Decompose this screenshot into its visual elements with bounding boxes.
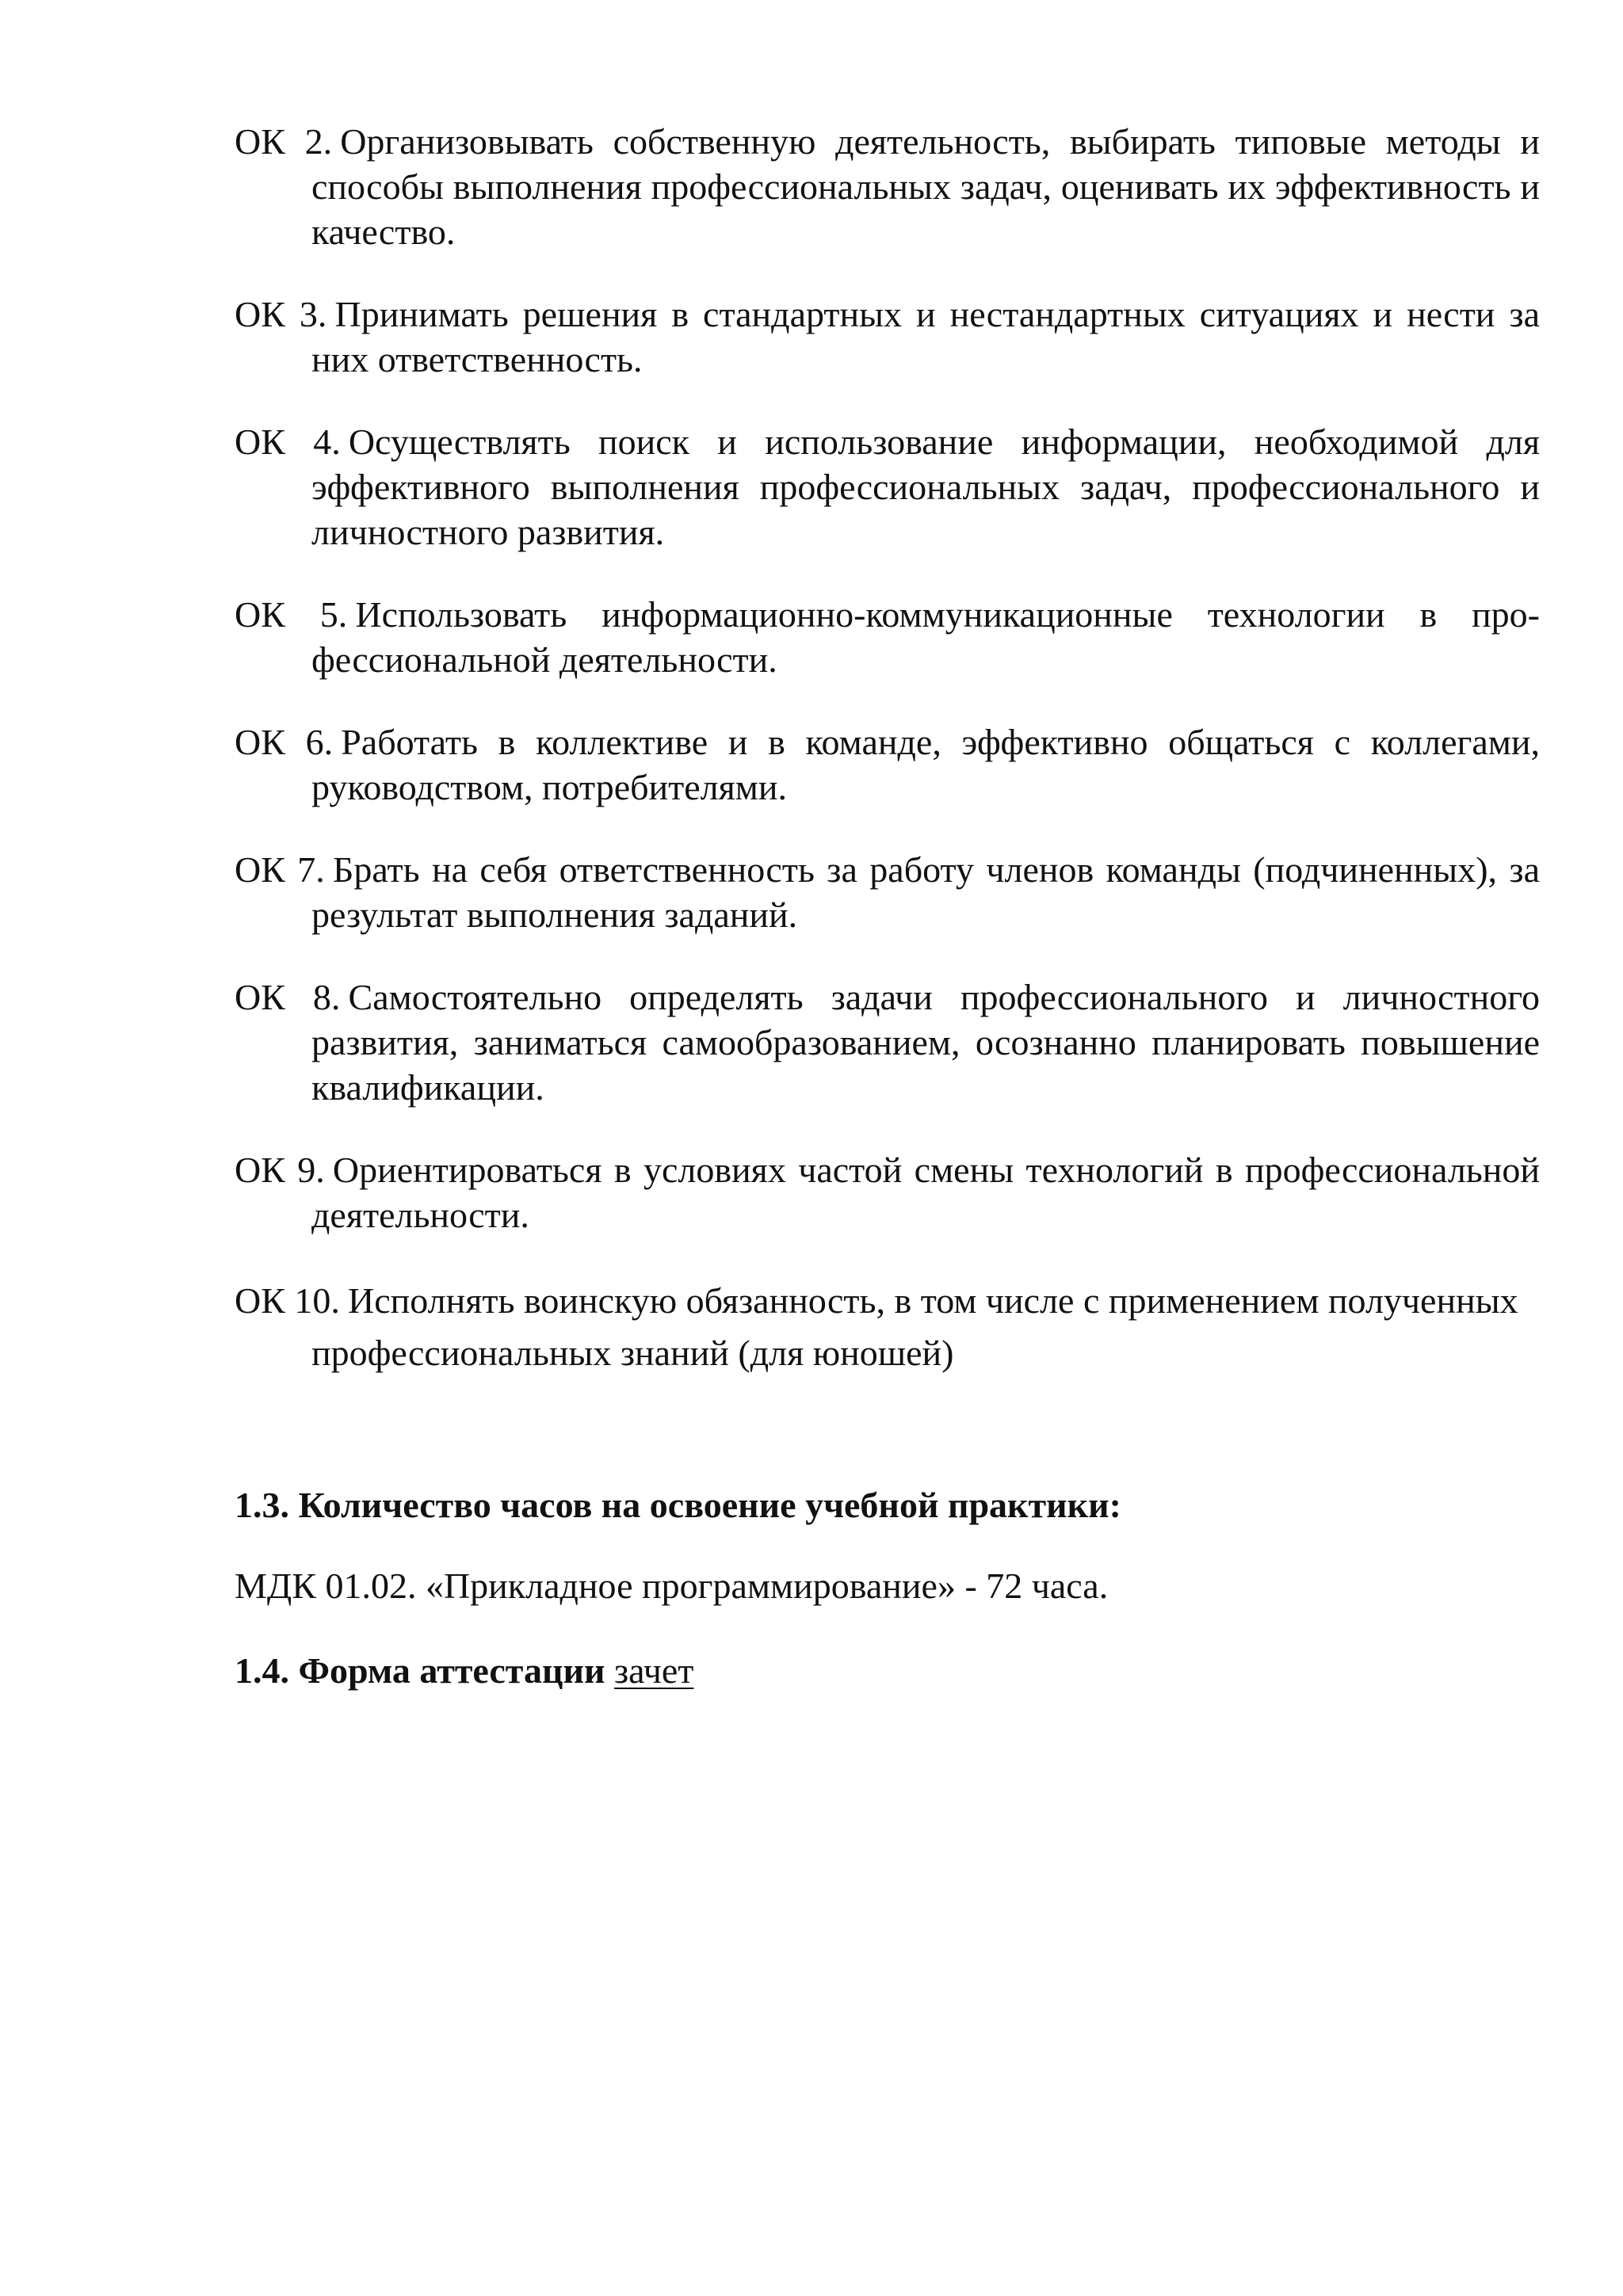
competency-text: Брать на себя ответственность за работу членов команды (подчиненных), за результат выполнения заданий. [311,849,1540,935]
competency-ok-4 [235,419,1540,555]
competency-text: Использовать информационно-коммуникационные технологии в профессиональной деятельности. [311,594,1540,680]
competency-text: Организовывать собственную деятельность, выбирать типовые методы и способы выполнения профессиональных задач, оценивать их эффективность и качество. [311,121,1540,252]
attestation-value: зачет [613,1650,694,1691]
competency-code: ОК 3. [235,294,327,334]
competency-text: Принимать решения в стандартных и нестандартных ситуациях и нести за них ответственность. [311,294,1540,379]
competency-ok-10 [235,1275,1540,1379]
competency-code: ОК 9. [235,1150,325,1190]
competency-code: ОК 6. [235,722,334,762]
competency-ok-8 [235,974,1540,1110]
attestation-label: 1.4. Форма аттестации [235,1650,605,1691]
competency-ok-7 [235,847,1540,937]
competency-code: ОК 4. [235,421,341,462]
competency-text: Работать в коллективе и в команде, эффективно общаться с коллегами, руководством, потребителями. [311,722,1540,807]
competency-code: ОК 10. [235,1280,340,1321]
competency-ok-9 [235,1147,1540,1238]
hours-section-heading: 1.3. Количество часов на освоение учебной практики: [235,1485,1121,1525]
competency-code: ОК 8. [235,977,341,1017]
competency-code: ОК 2. [235,121,333,162]
competency-ok-6 [235,719,1540,810]
competency-code: ОК 5. [235,594,348,635]
competency-text: Осуществлять поиск и использование информации, необходимой для эффективного выполнения профессиональных задач, профессионального и личностного развития. [311,421,1540,552]
competency-text: Самостоятельно определять задачи профессионального и личностного развития, заниматься самообразованием, осознанно планировать повышение квалификации. [311,977,1540,1108]
competency-text: Исполнять воинскую обязанность, в том числе с применением полученных профессиональных знаний (для юношей) [311,1280,1518,1373]
competency-code: ОК 7. [235,849,325,890]
competency-ok-5 [235,592,1540,682]
competency-ok-3 [235,292,1540,382]
competency-ok-2 [235,119,1540,254]
attestation-line [235,1648,1540,1693]
hours-line: МДК 01.02. «Прикладное программирование» - 72 часа. [235,1566,1109,1606]
competency-text: Ориентироваться в условиях частой смены технологий в профессиональной деятельности. [311,1150,1540,1235]
